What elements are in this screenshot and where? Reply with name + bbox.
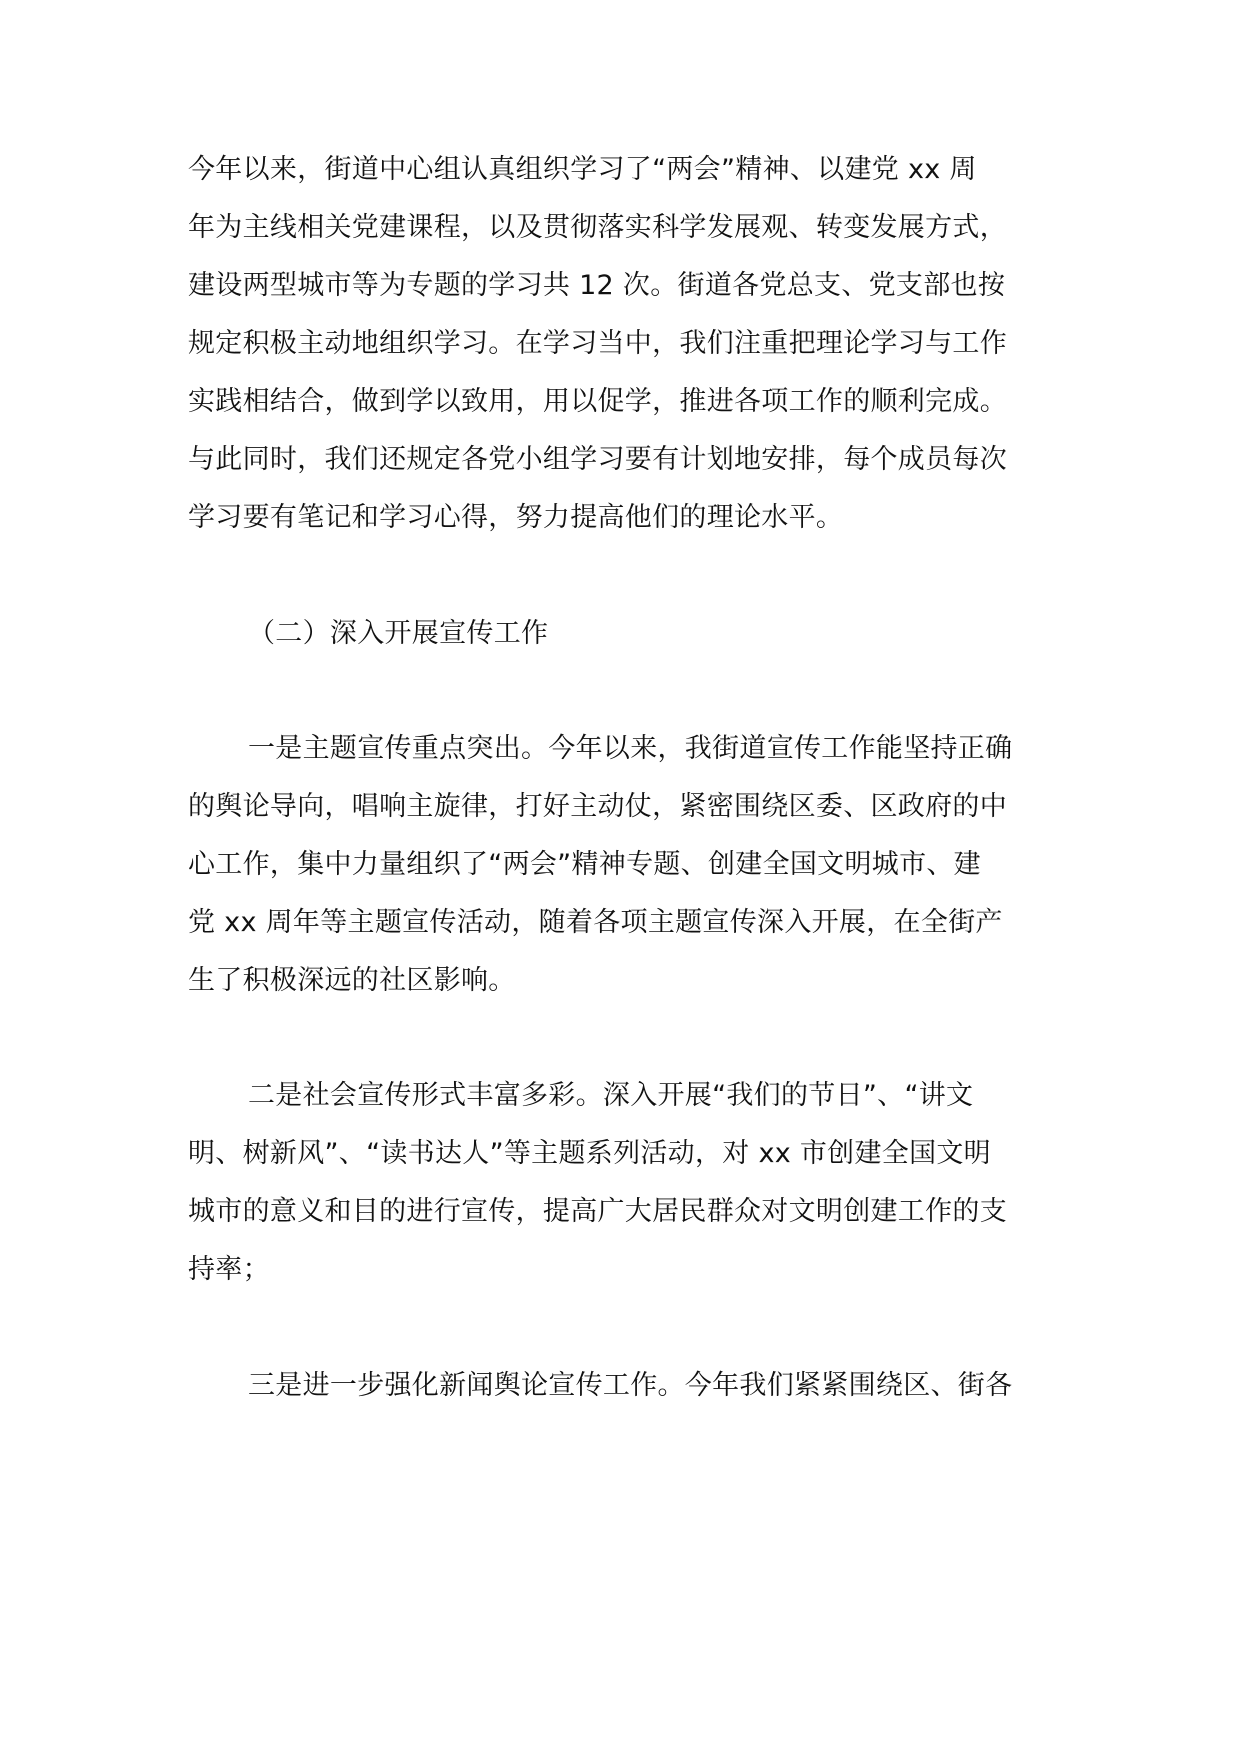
paragraph-line: 建设两型城市等为专题的学习共 12 次。街道各党总支、党支部也按 [188,270,1006,301]
paragraph-line: 与此同时，我们还规定各党小组学习要有计划地安排，每个成员每次 [188,444,1007,475]
paragraph-line: 年为主线相关党建课程，以及贯彻落实科学发展观、转变发展方式， [188,212,1007,243]
paragraph-line: 心工作，集中力量组织了“两会”精神专题、创建全国文明城市、建 [188,849,981,880]
paragraph-line: 党 xx 周年等主题宣传活动，随着各项主题宣传深入开展，在全街产 [188,907,1003,938]
section-heading: （二）深入开展宣传工作 [248,618,549,649]
paragraph-line: 持率； [188,1254,270,1285]
paragraph-line: 学习要有笔记和学习心得，努力提高他们的理论水平。 [188,502,844,533]
paragraph-line: 实践相结合，做到学以致用，用以促学，推进各项工作的顺利完成。 [188,386,1007,417]
paragraph-line: 三是进一步强化新闻舆论宣传工作。今年我们紧紧围绕区、街各 [248,1370,1013,1401]
paragraph-line: 今年以来，街道中心组认真组织学习了“两会”精神、以建党 xx 周 [188,154,977,185]
paragraph-line: 规定积极主动地组织学习。在学习当中，我们注重把理论学习与工作 [188,328,1007,359]
paragraph-line: 城市的意义和目的进行宣传，提高广大居民群众对文明创建工作的支 [188,1196,1007,1227]
paragraph-line: 的舆论导向，唱响主旋律，打好主动仗，紧密围绕区委、区政府的中 [188,791,1007,822]
paragraph-line: 一是主题宣传重点突出。今年以来，我街道宣传工作能坚持正确 [248,733,1013,764]
paragraph-line: 二是社会宣传形式丰富多彩。深入开展“我们的节日”、“讲文 [248,1080,974,1111]
paragraph-line: 生了积极深远的社区影响。 [188,965,516,996]
paragraph-line: 明、树新风”、“读书达人”等主题系列活动，对 xx 市创建全国文明 [188,1138,991,1169]
